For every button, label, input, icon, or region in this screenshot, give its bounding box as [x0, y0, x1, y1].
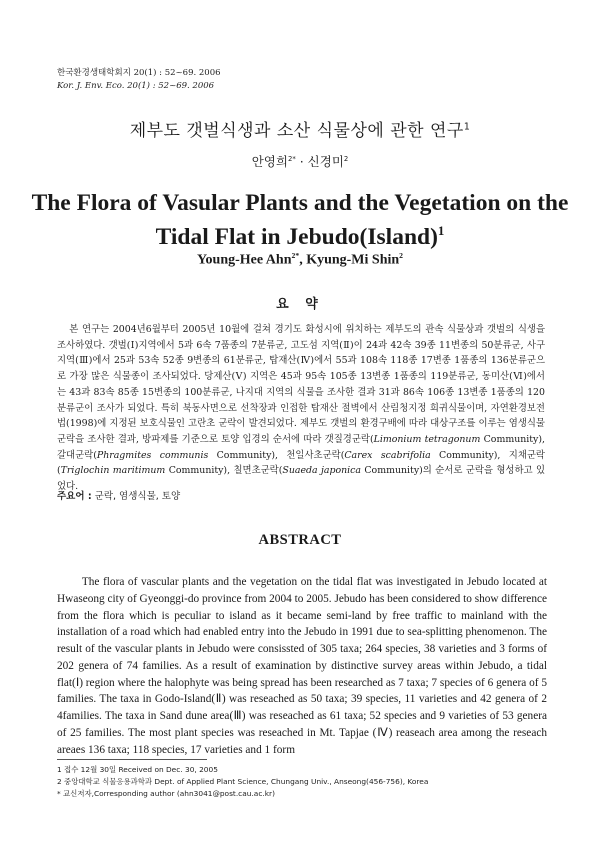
author-en-2-affil: 2 — [399, 251, 404, 260]
author-kr-2-affil: 2 — [343, 154, 349, 163]
title-english-line-2-wrap — [0, 217, 600, 251]
title-english-line-1: The Flora of Vasular Plants and the Vegetation on the — [31, 190, 569, 216]
keywords — [57, 488, 180, 502]
title-korean-footnote-mark: 1 — [463, 121, 471, 133]
author-kr-2: 신경미 — [307, 154, 344, 169]
english-abstract-paragraph: The flora of vascular plants and the vegetation on the tidal flat was investigated in Jebudo located at Hwaseong city of Gyeonggi-do province from 2004 to 2005. Jebudo has been considered to show difference from the flora which is peculiar to island as it became semi-land by free traffic to mainland with the installation of a road which had enabled entry into the Jebudo in 1991 due to sea-splitting phenomenon. The result of the vascular plants in Jebudo were consissted of 305 taxa; 264 species, 38 varieties and 3 forms of 202 genera of 74 families. As a result of examination by distinctive survey areas within Jebudo, a tidal flat(Ⅰ) region where the halophyte was being spread has been researched as 7 taxa; 7 species of 6 genera of 5 families. The taxa in Godo-Island(Ⅱ) was reseached as 50 taxa; 39 species, 11 varieties and 42 genera of 2 4families. The taxa in Sand dune area(Ⅲ) was reseached as 61 taxa; 52 species and 9 varieties of 53 genera of 25 families. The most plant species was reseached in Mt. Tapjae (Ⅳ) reaseach area among the reseach areaes 136 taxa; 118 species, 17 varieties and 1 form — [57, 576, 547, 756]
species-name: Suaeda japonica — [282, 465, 361, 477]
footnote-corresponding: * 교신저자,Corresponding author (ahn3041@post.cau.ac.kr) — [57, 788, 275, 798]
author-en-1: Young-Hee Ahn — [196, 252, 292, 268]
korean-summary — [57, 322, 545, 495]
authors-korean — [0, 152, 600, 170]
journal-header — [57, 67, 221, 93]
summary-text-3: Community), 천일사초군락( — [208, 449, 345, 461]
author-en-1-affil: 2* — [291, 251, 300, 260]
title-english-footnote-mark: 1 — [437, 223, 445, 238]
authors-english — [0, 251, 600, 269]
summary-text-5: Community), 칠면초군락( — [165, 465, 283, 477]
summary-text-1: 본 연구는 2004년6월부터 2005년 10월에 걸쳐 경기도 화성시에 위치하는 제부도의 관속 식물상과 갯벌의 식생을 조사하였다. 갯벌(Ⅰ)지역에서 5과 6속 7품종의 7분류군, 고도섬 지역(Ⅱ)이 24과 42속 39종 11변종의 50분류군, 사구지역(Ⅲ)에서 25과 53속 52종 9변종의 61분류군, 탑재산(Ⅳ)에서 55과 108속 118종 17변종 1품종의 136분류군으로 가장 많은 식물종이 조사되었다. 당제산(Ⅴ) 지역은 45과 95속 105종 13변종 1품종의 119분류군, 동미산(Ⅵ)에서는 43과 83속 85종 15변종의 100분류군, 나지대 지역의 식물을 조사한 결과 31과 86속 106종 13변종 1품종의 120분류군이 조사가 되었다. 특히 북동사면으로 선착장과 인접한 탑재산 절벽에서 산림청지정 희귀식물이며, 자연환경보전법(1998)에 지정된 보호식물인 고란초 군락이 발견되었다. 제부도 갯벌의 환경구배에 따라 대상구조를 이루는 염생식물 군락을 조사한 결과, 방파제를 기준으로 토양 입경의 순서에 따라 갯질경군락( — [57, 324, 545, 445]
species-name: Carex scabrifolia — [344, 449, 431, 461]
author-kr-1: 안영희 — [251, 154, 288, 169]
footnotes — [57, 764, 428, 799]
keywords-label: 주요어 : — [57, 491, 92, 502]
journal-citation-kr: 한국환경생태학회지 20(1) : 52~69. 2006 — [57, 68, 221, 78]
author-kr-separator: · — [295, 154, 308, 169]
author-en-separator: , — [299, 252, 307, 268]
title-korean-text: 제부도 갯벌식생과 소산 식물상에 관한 연구 — [129, 121, 464, 141]
species-name: Phragmites communis — [96, 449, 209, 461]
keywords-value: 군락, 염생식물, 토양 — [91, 491, 181, 502]
author-en-2: Kyung-Mi Shin — [306, 252, 400, 268]
footnote-divider — [57, 759, 207, 760]
korean-summary-paragraph — [57, 322, 545, 495]
footnote-affiliation: 2 중앙대학교 식물응용과학과 Dept. of Applied Plant Science, Chungang Univ., Anseong(456-756), Korea — [57, 776, 429, 786]
summary-text-6: Community)의 순서로 군락을 형성하고 있었다. — [57, 465, 545, 493]
title-english — [0, 189, 600, 251]
species-name: Limonium tetragonum — [373, 433, 481, 445]
species-name: Triglochin maritimum — [60, 465, 166, 477]
title-english-line-2: Tidal Flat in Jebudo(Island) — [155, 223, 438, 250]
footnote-received: 1 접수 12월 30일 Received on Dec. 30, 2005 — [57, 765, 218, 774]
summary-heading: 요 약 — [276, 297, 324, 312]
title-korean — [0, 116, 600, 141]
summary-text-2: Community), 갈대군락( — [57, 433, 545, 461]
summary-text-4: Community), 지채군락( — [57, 449, 545, 477]
author-kr-1-affil: 2* — [287, 154, 296, 163]
journal-citation-en: Kor. J. Env. Eco. 20(1) : 52~69. 2006 — [57, 81, 215, 91]
english-abstract — [57, 574, 547, 758]
abstract-heading: ABSTRACT — [258, 532, 342, 548]
